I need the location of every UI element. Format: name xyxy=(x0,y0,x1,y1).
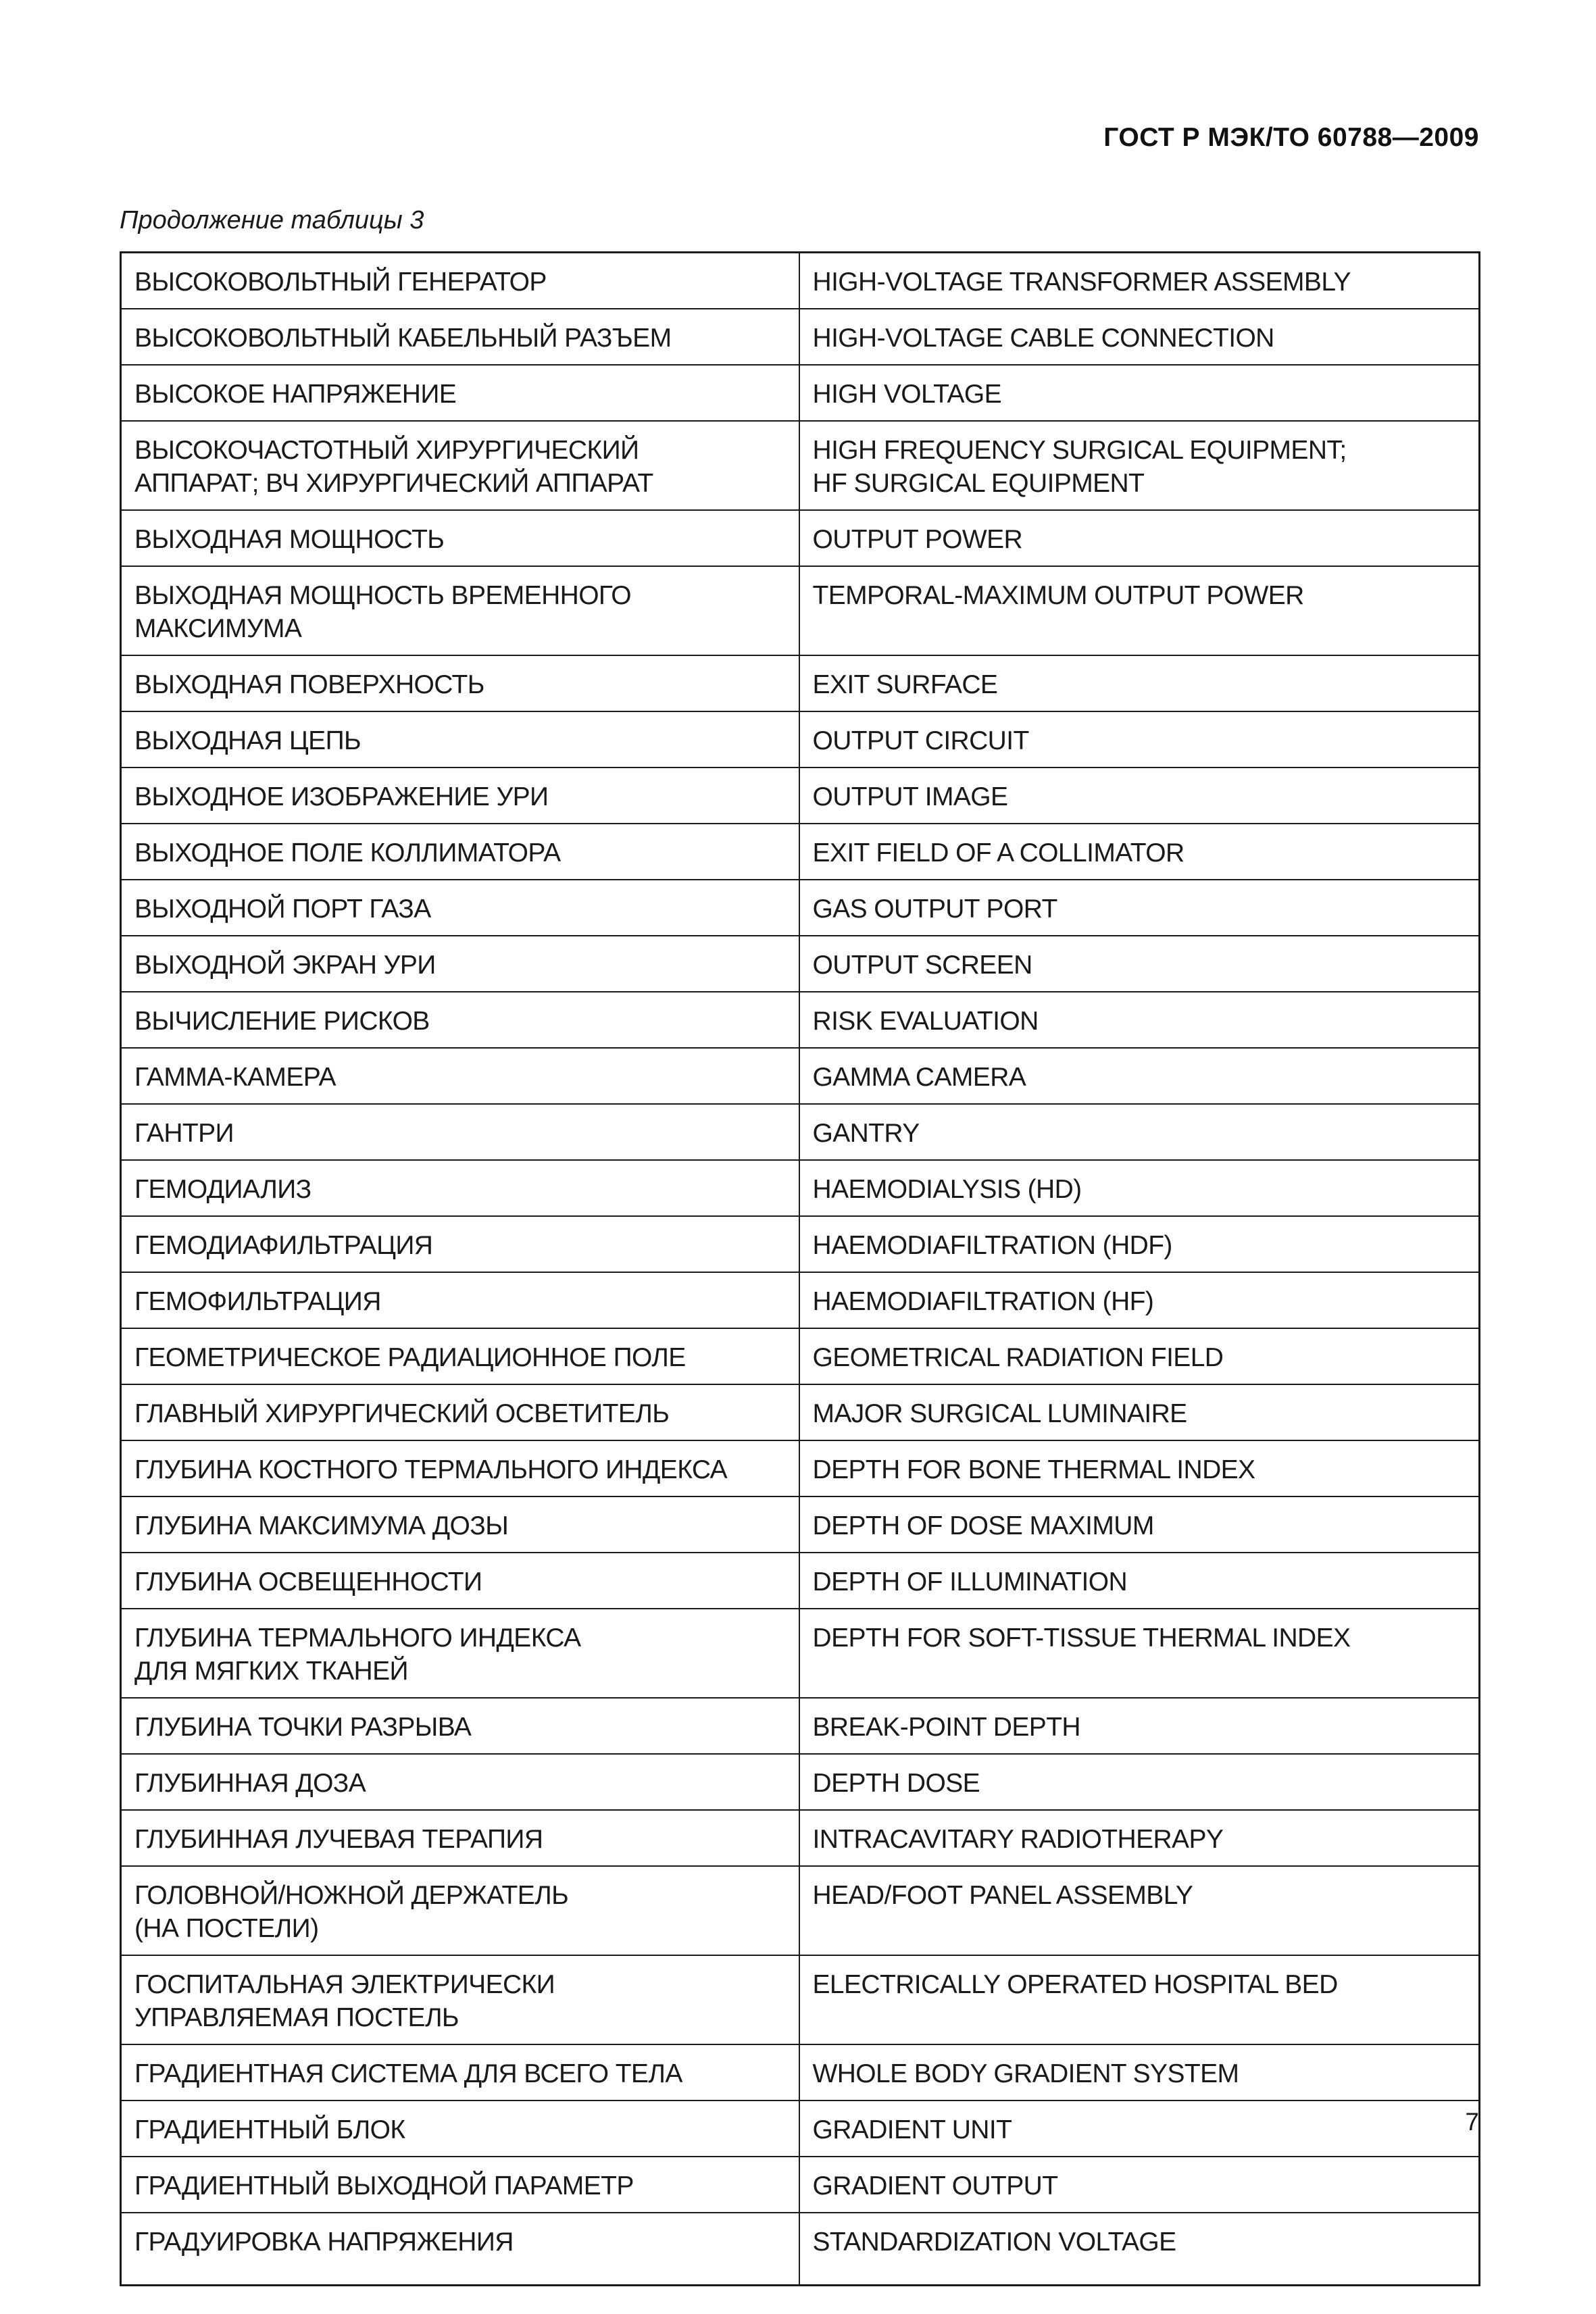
term-english: STANDARDIZATION VOLTAGE xyxy=(799,2213,1480,2286)
table-row xyxy=(121,824,1480,880)
term-russian: ГЛАВНЫЙ ХИРУРГИЧЕСКИЙ ОСВЕТИТЕЛЬ xyxy=(121,1384,799,1440)
term-english: DEPTH FOR BONE THERMAL INDEX xyxy=(799,1440,1480,1496)
term-russian: ГЛУБИНА МАКСИМУМА ДОЗЫ xyxy=(121,1496,799,1553)
term-russian: ГЛУБИНА ОСВЕЩЕННОСТИ xyxy=(121,1553,799,1609)
table-row xyxy=(121,1866,1480,1955)
term-russian: ВЫХОДНАЯ МОЩНОСТЬ xyxy=(121,510,799,566)
term-russian: ГЛУБИНА ТОЧКИ РАЗРЫВА xyxy=(121,1698,799,1754)
term-english: GEOMETRICAL RADIATION FIELD xyxy=(799,1328,1480,1384)
table-row xyxy=(121,1216,1480,1272)
table-row xyxy=(121,1328,1480,1384)
term-russian: ГРАДИЕНТНЫЙ ВЫХОДНОЙ ПАРАМЕТР xyxy=(121,2157,799,2213)
table-row xyxy=(121,1609,1480,1698)
table-row xyxy=(121,992,1480,1048)
term-russian: ГЕМОДИАФИЛЬТРАЦИЯ xyxy=(121,1216,799,1272)
term-english: EXIT FIELD OF A COLLIMATOR xyxy=(799,824,1480,880)
table-row xyxy=(121,1496,1480,1553)
table-row xyxy=(121,1810,1480,1866)
term-english: EXIT SURFACE xyxy=(799,655,1480,711)
term-russian: ГЛУБИННАЯ ЛУЧЕВАЯ ТЕРАПИЯ xyxy=(121,1810,799,1866)
term-russian: ВЫХОДНАЯ ЦЕПЬ xyxy=(121,711,799,768)
term-english: GAS OUTPUT PORT xyxy=(799,880,1480,936)
term-english: DEPTH DOSE xyxy=(799,1754,1480,1810)
term-english: HAEMODIALYSIS (HD) xyxy=(799,1160,1480,1216)
table-row xyxy=(121,1698,1480,1754)
table-row xyxy=(121,880,1480,936)
table-row xyxy=(121,1553,1480,1609)
table-row xyxy=(121,768,1480,824)
table-row xyxy=(121,655,1480,711)
term-english: GRADIENT UNIT xyxy=(799,2101,1480,2157)
term-russian: ВЫСОКОЧАСТОТНЫЙ ХИРУРГИЧЕСКИЙ АППАРАТ; ВЧ ХИРУРГИЧЕСКИЙ АППАРАТ xyxy=(121,421,799,510)
term-english: RISK EVALUATION xyxy=(799,992,1480,1048)
terms-table-body xyxy=(121,253,1480,2286)
term-russian: ГЛУБИНА ТЕРМАЛЬНОГО ИНДЕКСА ДЛЯ МЯГКИХ ТКАНЕЙ xyxy=(121,1609,799,1698)
term-russian: ВЫХОДНАЯ ПОВЕРХНОСТЬ xyxy=(121,655,799,711)
term-russian: ГЛУБИНА КОСТНОГО ТЕРМАЛЬНОГО ИНДЕКСА xyxy=(121,1440,799,1496)
table-row xyxy=(121,1440,1480,1496)
term-english: BREAK-POINT DEPTH xyxy=(799,1698,1480,1754)
table-row xyxy=(121,1272,1480,1328)
term-russian: ГЛУБИННАЯ ДОЗА xyxy=(121,1754,799,1810)
term-russian: ВЫХОДНОЙ ПОРТ ГАЗА xyxy=(121,880,799,936)
term-russian: ГОСПИТАЛЬНАЯ ЭЛЕКТРИЧЕСКИ УПРАВЛЯЕМАЯ ПОСТЕЛЬ xyxy=(121,1955,799,2044)
term-english: ELECTRICALLY OPERATED HOSPITAL BED xyxy=(799,1955,1480,2044)
term-russian: ВЫХОДНОЕ ИЗОБРАЖЕНИЕ УРИ xyxy=(121,768,799,824)
term-english: DEPTH OF ILLUMINATION xyxy=(799,1553,1480,1609)
table-row xyxy=(121,1048,1480,1104)
term-russian: ГРАДУИРОВКА НАПРЯЖЕНИЯ xyxy=(121,2213,799,2286)
term-english: TEMPORAL-MAXIMUM OUTPUT POWER xyxy=(799,566,1480,655)
term-russian: ВЫХОДНАЯ МОЩНОСТЬ ВРЕМЕННОГО МАКСИМУМА xyxy=(121,566,799,655)
table-row xyxy=(121,566,1480,655)
term-english: HAEMODIAFILTRATION (HF) xyxy=(799,1272,1480,1328)
page-number: 7 xyxy=(1465,2108,1479,2136)
term-english: WHOLE BODY GRADIENT SYSTEM xyxy=(799,2044,1480,2101)
table-row xyxy=(121,1160,1480,1216)
term-english: MAJOR SURGICAL LUMINAIRE xyxy=(799,1384,1480,1440)
term-russian: ВЫСОКОЕ НАПРЯЖЕНИЕ xyxy=(121,365,799,421)
term-russian: ГРАДИЕНТНЫЙ БЛОК xyxy=(121,2101,799,2157)
term-russian: ВЫЧИСЛЕНИЕ РИСКОВ xyxy=(121,992,799,1048)
table-row xyxy=(121,365,1480,421)
term-english: DEPTH OF DOSE MAXIMUM xyxy=(799,1496,1480,1553)
term-russian: ГОЛОВНОЙ/НОЖНОЙ ДЕРЖАТЕЛЬ (НА ПОСТЕЛИ) xyxy=(121,1866,799,1955)
table-row xyxy=(121,936,1480,992)
table-row xyxy=(121,421,1480,510)
table-row xyxy=(121,309,1480,365)
term-english: GRADIENT OUTPUT xyxy=(799,2157,1480,2213)
term-english: GAMMA CAMERA xyxy=(799,1048,1480,1104)
term-russian: ВЫСОКОВОЛЬТНЫЙ КАБЕЛЬНЫЙ РАЗЪЕМ xyxy=(121,309,799,365)
table-row xyxy=(121,1754,1480,1810)
term-russian: ГЕМОФИЛЬТРАЦИЯ xyxy=(121,1272,799,1328)
term-english: INTRACAVITARY RADIOTHERAPY xyxy=(799,1810,1480,1866)
term-english: OUTPUT POWER xyxy=(799,510,1480,566)
term-english: OUTPUT SCREEN xyxy=(799,936,1480,992)
term-english: OUTPUT IMAGE xyxy=(799,768,1480,824)
term-english: HIGH-VOLTAGE CABLE CONNECTION xyxy=(799,309,1480,365)
table-row xyxy=(121,2213,1480,2286)
term-english: DEPTH FOR SOFT-TISSUE THERMAL INDEX xyxy=(799,1609,1480,1698)
term-english: HEAD/FOOT PANEL ASSEMBLY xyxy=(799,1866,1480,1955)
term-russian: ГАММА-КАМЕРА xyxy=(121,1048,799,1104)
table-row xyxy=(121,510,1480,566)
term-russian: ВЫХОДНОЙ ЭКРАН УРИ xyxy=(121,936,799,992)
table-row xyxy=(121,253,1480,309)
table-row xyxy=(121,2157,1480,2213)
term-english: HIGH-VOLTAGE TRANSFORMER ASSEMBLY xyxy=(799,253,1480,309)
term-russian: ВЫСОКОВОЛЬТНЫЙ ГЕНЕРАТОР xyxy=(121,253,799,309)
table-row xyxy=(121,1384,1480,1440)
terms-table xyxy=(120,251,1480,2286)
table-row xyxy=(121,2101,1480,2157)
term-english: HAEMODIAFILTRATION (HDF) xyxy=(799,1216,1480,1272)
table-row xyxy=(121,2044,1480,2101)
term-english: HIGH VOLTAGE xyxy=(799,365,1480,421)
term-russian: ГЕОМЕТРИЧЕСКОЕ РАДИАЦИОННОЕ ПОЛЕ xyxy=(121,1328,799,1384)
table-row xyxy=(121,1104,1480,1160)
table-row xyxy=(121,711,1480,768)
standard-designation: ГОСТ Р МЭК/ТО 60788—2009 xyxy=(1103,123,1479,152)
term-english: HIGH FREQUENCY SURGICAL EQUIPMENT; HF SURGICAL EQUIPMENT xyxy=(799,421,1480,510)
term-russian: ГАНТРИ xyxy=(121,1104,799,1160)
term-english: GANTRY xyxy=(799,1104,1480,1160)
term-russian: ГЕМОДИАЛИЗ xyxy=(121,1160,799,1216)
table-row xyxy=(121,1955,1480,2044)
term-russian: ВЫХОДНОЕ ПОЛЕ КОЛЛИМАТОРА xyxy=(121,824,799,880)
table-caption: Продолжение таблицы 3 xyxy=(120,206,424,234)
term-russian: ГРАДИЕНТНАЯ СИСТЕМА ДЛЯ ВСЕГО ТЕЛА xyxy=(121,2044,799,2101)
term-english: OUTPUT CIRCUIT xyxy=(799,711,1480,768)
